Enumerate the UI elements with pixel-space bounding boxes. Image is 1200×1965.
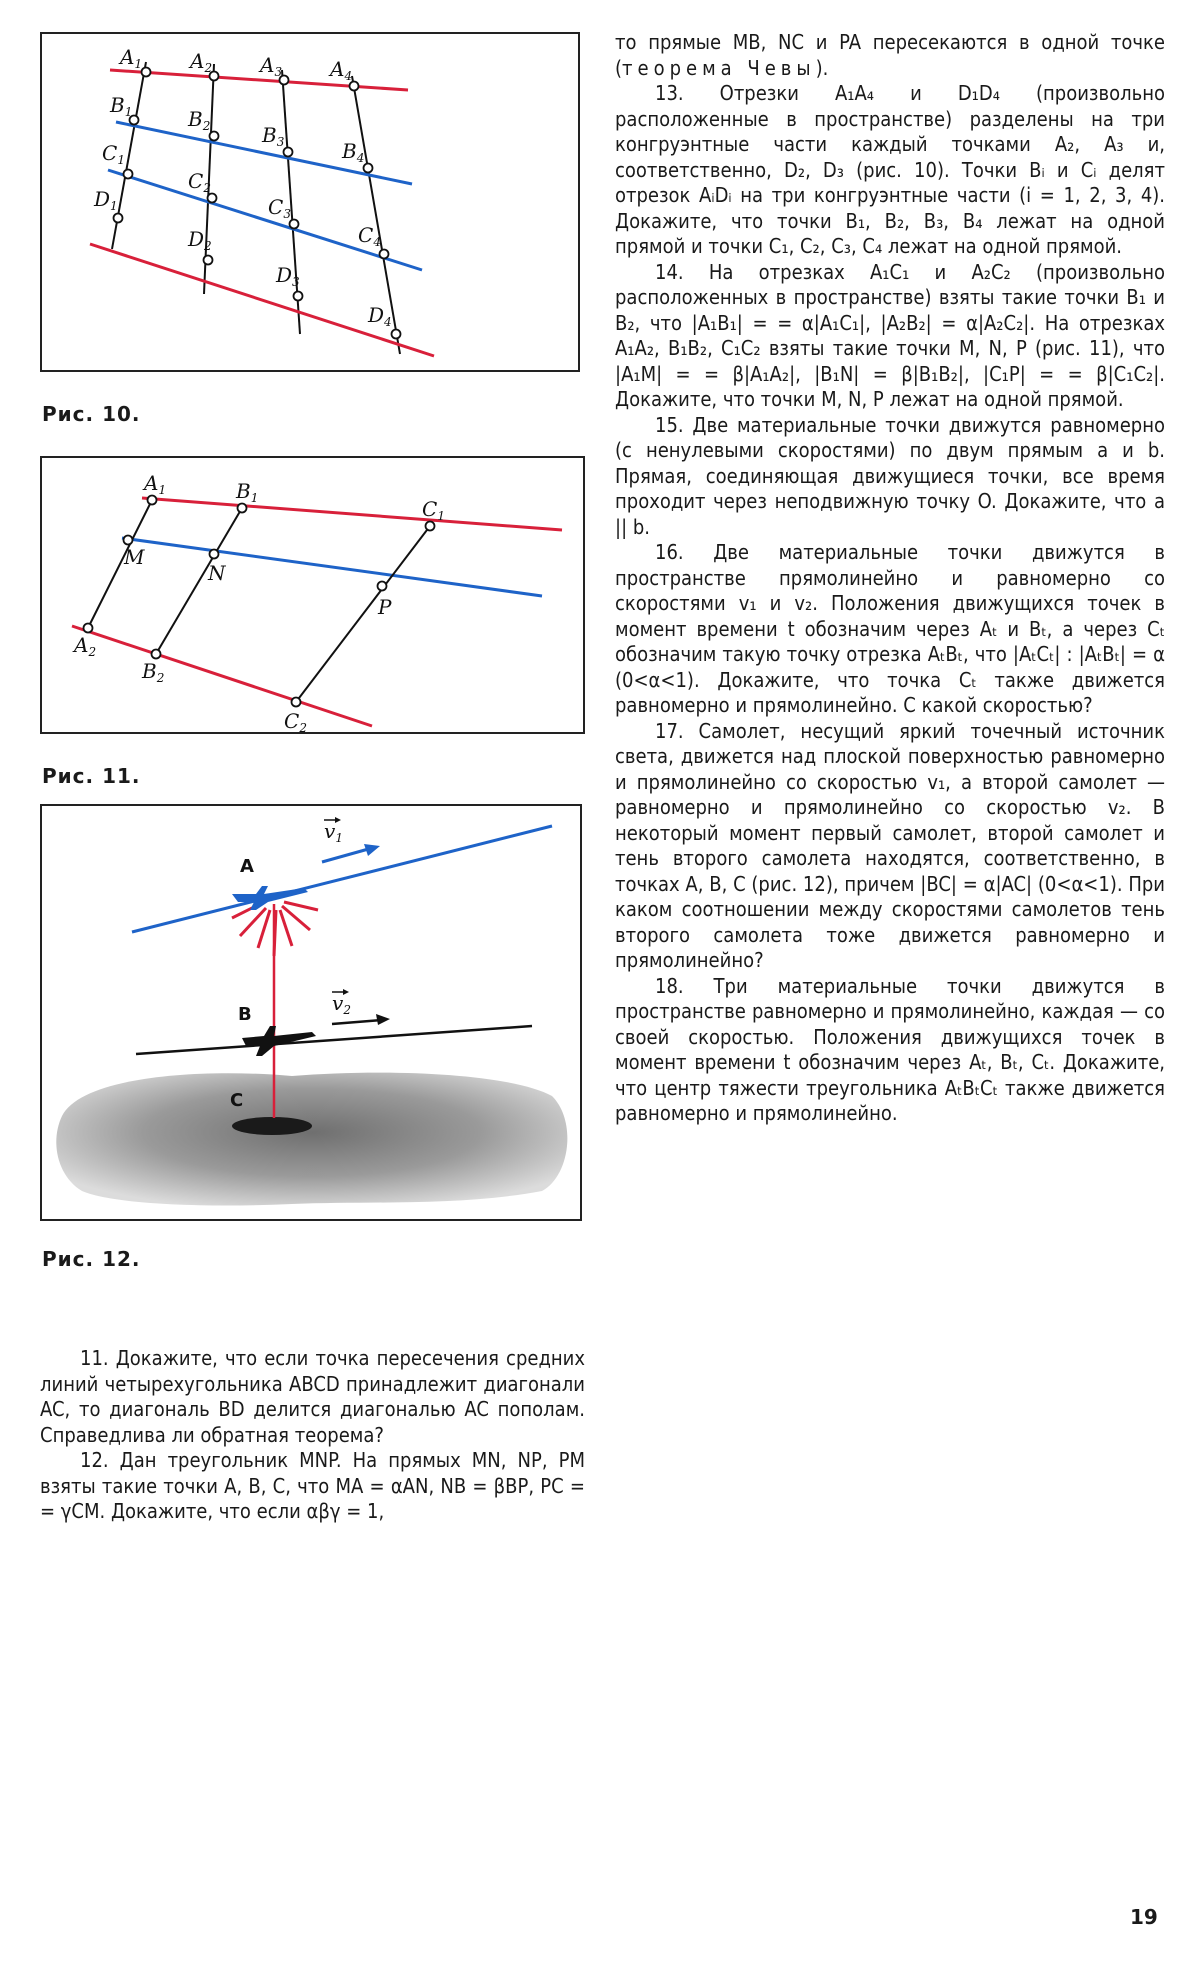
ground-surface [56, 1073, 567, 1206]
velocity-v2-arrow [332, 1020, 382, 1024]
vector-bar-head [343, 989, 349, 995]
fig10-transversals [112, 62, 400, 354]
point-c1 [124, 170, 133, 179]
fig11-point-c1 [426, 522, 435, 531]
label-a1: $A_1$ [120, 45, 143, 71]
fig11-label-a1: $A_1$ [144, 471, 167, 497]
fig10-labels [93, 45, 392, 329]
problem-13: 13. Отрезки A₁A₄ и D₁D₄ (произвольно расположенные в пространстве) разделены на три конгруэнтные части каждый точками A₂, A₃ и, соответственно, D₂, D₃ (рис. 10). Точки Bᵢ и Cᵢ делят отрезок AᵢDᵢ на три конгруэнтные части (i = 1, 2, 3, 4). Докажите, что точки B₁, B₂, B₃, B₄ лежат на одной прямой и точки C₁, C₂, C₃, C₄ лежат на одной прямой. [615, 81, 1165, 258]
point-d4 [392, 330, 401, 339]
fig12-label-b: B [238, 1004, 252, 1025]
shadow-plane-icon [232, 1117, 312, 1135]
fig11-label-p: P [378, 595, 392, 619]
label-b3: $B_3$ [262, 123, 285, 149]
figure-12 [40, 804, 582, 1221]
fig11-point-n [210, 550, 219, 559]
label-b2: $B_2$ [188, 107, 211, 133]
velocity-v1-arrowhead [364, 844, 380, 856]
fig11-line-a2c2 [72, 626, 372, 726]
label-a3: $A_3$ [260, 53, 283, 79]
point-b2 [210, 132, 219, 141]
figure-12-caption: Рис. 12. [42, 1247, 141, 1271]
fig11-segment-b1b2 [156, 508, 242, 654]
fig11-point-m [124, 536, 133, 545]
figure-10-drawing [42, 34, 582, 374]
problem-18: 18. Три материальные точки движутся в пространстве равномерно и прямолинейно, каждая — со своей скоростью. Положения движущихся точек в момент времени t обозначим через Aₜ, Bₜ, Cₜ. Докажите, что центр тяжести треугольника AₜBₜCₜ также движется равномерно и прямолинейно. [615, 973, 1165, 1125]
figure-10 [40, 32, 580, 372]
fig12-label-a: A [240, 856, 254, 877]
fig11-point-c2 [292, 698, 301, 707]
fig11-label-a2: $A_2$ [74, 633, 97, 659]
fig11-label-c2: $C_2$ [284, 709, 307, 735]
point-d3 [294, 292, 303, 301]
fig12-v1-text: $v_1$ [324, 819, 343, 845]
point-a1 [142, 68, 151, 77]
label-a2: $A_2$ [190, 49, 213, 75]
problem-14: 14. На отрезках A₁C₁ и A₂C₂ (произвольно расположенных в пространстве) взяты такие точки B₁ и B₂, что |A₁B₁| = = α|A₁C₁|, |A₂B₂| = α|A₂C₂|. На отрезках A₁A₂, B₁B₂, C₁C₂ взяты такие точки M, N, P (рис. 11), что |A₁M| = = β|A₁A₂|, |B₁N| = β|B₁B₂|, |C₁P| = = β|C₁C₂|. Докажите, что точки M, N, P лежат на одной прямой. [615, 259, 1165, 411]
right-column [615, 30, 1165, 1127]
fig11-label-c1: $C_1$ [422, 497, 445, 523]
fig11-line-mnp [122, 538, 542, 596]
problem-15: 15. Две материальные точки движутся равномерно (с ненулевыми скоростями) по двум прямым a и b. Прямая, соединяющая движущиеся точки, все время проходит через неподвижную точку O. Докажите, что a || b. [615, 412, 1165, 539]
fig11-point-a1 [148, 496, 157, 505]
label-b1: $B_1$ [110, 93, 133, 119]
problem-12-end [615, 30, 1165, 81]
fig11-line-a1c1 [142, 498, 562, 530]
fig12-label-c: C [230, 1090, 244, 1111]
problem-17: 17. Самолет, несущий яркий точечный источник света, движется над плоской поверхностью равномерно и прямолинейно со скоростью v₁, а второй самолет — равномерно и прямолинейно со скоростью v₂. В некоторый момент первый самолет, второй самолет и тень второго самолета находятся, соответственно, в точках A, B, C (рис. 12), причем |BC| = α|AC| (0<α<1). При каком соотношении между скоростями самолетов тень второго самолета тоже движется равномерно и прямолинейно? [615, 718, 1165, 972]
ray [284, 902, 318, 910]
light-rays [232, 902, 318, 956]
fig11-segment-c1c2 [296, 526, 430, 702]
fig12-label-v1 [324, 817, 343, 845]
left-text-block [40, 1346, 585, 1525]
label-b4: $B_4$ [342, 139, 365, 165]
fig11-point-b1 [238, 504, 247, 513]
left-column [40, 32, 585, 1525]
label-d2: $D_2$ [188, 227, 212, 253]
label-c2: $C_2$ [188, 169, 211, 195]
ray [280, 910, 292, 946]
page-number: 19 [1130, 1905, 1158, 1929]
figure-11-drawing [42, 458, 587, 736]
label-c1: $C_1$ [102, 141, 125, 167]
point-c4 [380, 250, 389, 259]
fig11-label-m: M [124, 545, 145, 569]
label-c3: $C_3$ [268, 195, 291, 221]
trajectory-second-plane [136, 1026, 532, 1054]
velocity-v2-arrowhead [376, 1014, 390, 1025]
fig11-label-n: N [208, 561, 226, 585]
problem-11: 11. Докажите, что если точка пересечения средних линий четырехугольника ABCD принадлежит диагонали AC, то диагональ BD делится диагональю AC пополам. Справедлива ли обратная теорема? [40, 1346, 585, 1447]
point-b4 [364, 164, 373, 173]
label-d3: $D_3$ [276, 263, 300, 289]
ray [274, 910, 276, 956]
fig12-label-v2 [332, 989, 351, 1017]
problem-12-end-text: то прямые MB, NC и PA пересекаются в одной точке ( [615, 30, 1165, 80]
fig11-point-p [378, 582, 387, 591]
velocity-v1-arrow [322, 848, 372, 862]
problem-12-start: 12. Дан треугольник MNP. На прямых MN, NP, PM взяты такие точки A, B, C, что MA = αAN, NB = βBP, PC = = γCM. Докажите, что если αβγ = 1, [40, 1448, 585, 1523]
label-c4: $C_4$ [358, 223, 381, 249]
fig10-line-a1a4 [110, 70, 408, 90]
fig11-point-b2 [152, 650, 161, 659]
label-d1: $D_1$ [94, 187, 118, 213]
fig12-v2-text: $v_2$ [332, 991, 351, 1017]
fig11-label-b1: $B_1$ [236, 479, 259, 505]
ceva-theorem-name: теорема Чевы [622, 55, 816, 80]
fig11-label-b2: $B_2$ [142, 659, 165, 685]
fig10-line-c1c4 [108, 170, 422, 270]
problem-12-end-punct: ). [815, 55, 829, 80]
point-d1 [114, 214, 123, 223]
figure-10-caption: Рис. 10. [42, 402, 141, 426]
problem-16: 16. Две материальные точки движутся в пространстве прямолинейно и равномерно со скоростями v₁ и v₂. Положения движущихся точек в момент времени t обозначим через Aₜ и Bₜ, а через Cₜ обозначим такую точку отрезка AₜBₜ, что |AₜCₜ| : |AₜBₜ| = α (0<α<1). Докажите, что точка Cₜ также движется равномерно и прямолинейно. С какой скоростью? [615, 540, 1165, 717]
figure-11-caption: Рис. 11. [42, 764, 141, 788]
vector-bar-head [335, 817, 341, 823]
point-b3 [284, 148, 293, 157]
label-d4: $D_4$ [368, 303, 392, 329]
figure-12-drawing [42, 806, 584, 1223]
fig11-labels [72, 471, 445, 735]
figure-11 [40, 456, 585, 734]
fig11-point-a2 [84, 624, 93, 633]
fig10-line-d1d4 [90, 244, 434, 356]
label-a4: $A_4$ [330, 57, 353, 83]
point-d2 [204, 256, 213, 265]
